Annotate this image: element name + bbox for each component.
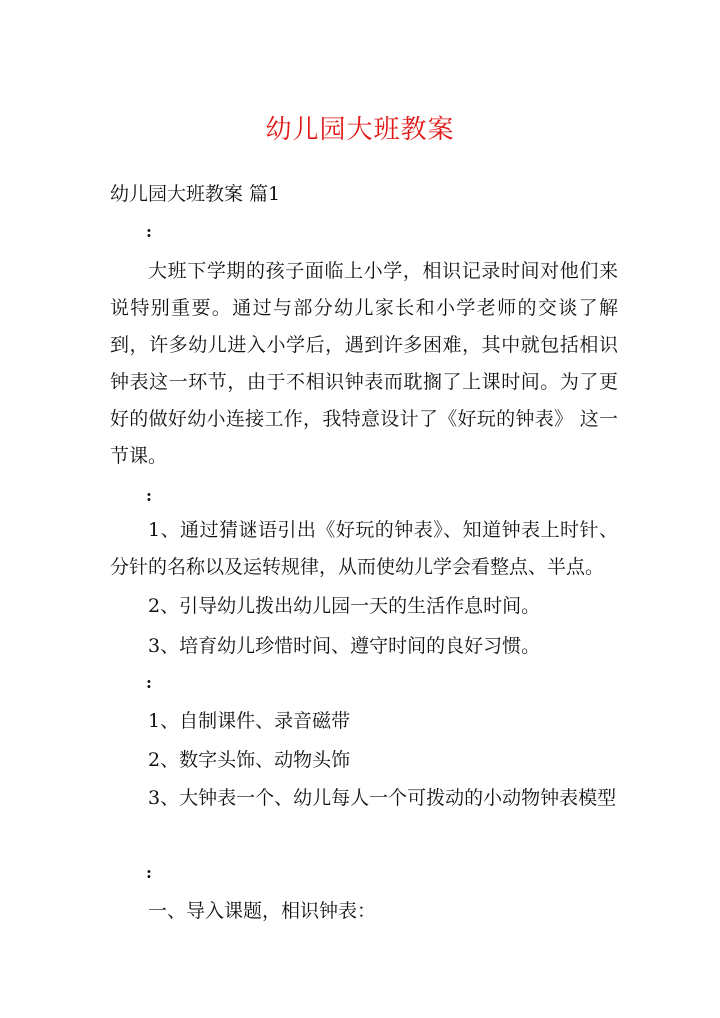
section-colon-goals: : <box>146 486 152 505</box>
goal-item-3: 3、培育幼儿珍惜时间、遵守时间的良好习惯。 <box>148 635 541 657</box>
material-item-3: 3、大钟表一个、幼儿每人一个可拨动的小动物钟表模型 <box>148 787 617 809</box>
material-item-2: 2、数字头饰、动物头饰 <box>148 749 351 771</box>
document-title: 幼儿园大班教案 <box>265 115 455 145</box>
section-colon-process: : <box>146 863 152 882</box>
goal-item-1: 1、通过猜谜语引出《好玩的钟表》、知道钟表上时针、分针的名称以及运转规律，从而使幼儿学会看整点、半点。 <box>110 519 618 578</box>
section-colon-background: : <box>146 222 152 241</box>
intro-paragraph: 大班下学期的孩子面临上小学，相识记录时间对他们来说特别重要。通过与部分幼儿家长和小学老师的交谈了解到，许多幼儿进入小学后，遇到许多困难，其中就包括相识钟表这一环节，由于不相识钟表而耽搁了上课时间。为了更好的做好幼小连接工作，我特意设计了《好玩的钟表》 这一节课。 <box>110 260 618 467</box>
section-heading: 幼儿园大班教案 篇1 <box>110 183 281 205</box>
process-step-1: 一、导入课题，相识钟表： <box>148 900 377 922</box>
goal-item-2: 2、引导幼儿拨出幼儿园一天的生活作息时间。 <box>148 595 541 617</box>
section-colon-materials: : <box>146 673 152 692</box>
material-item-1: 1、自制课件、录音磁带 <box>148 710 351 732</box>
